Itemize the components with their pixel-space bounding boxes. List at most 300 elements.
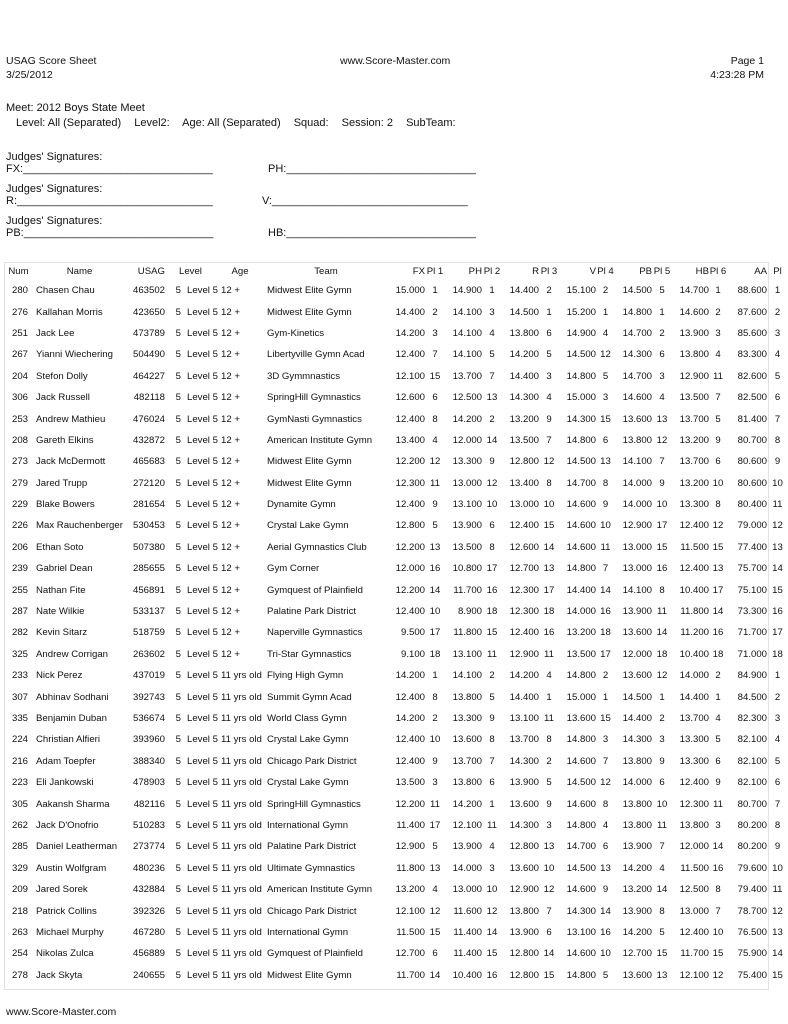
table-cell: 13.400	[509, 477, 539, 489]
table-cell: 2	[546, 285, 552, 297]
table-cell: 12.200	[395, 798, 425, 810]
table-cell: 7	[489, 370, 495, 382]
table-cell: 12.400	[679, 563, 709, 575]
table-cell: 9	[774, 841, 781, 853]
table-cell: 13.000	[509, 499, 539, 511]
table-cell: 83.300	[737, 349, 767, 361]
table-cell: 84.500	[737, 691, 767, 703]
table-cell: 15.200	[566, 306, 596, 318]
table-cell: 10.400	[679, 648, 709, 660]
table-cell: Jack Russell	[36, 392, 90, 404]
table-cell: 5	[602, 370, 609, 382]
table-cell: 4	[546, 392, 552, 404]
table-cell: Level 5	[187, 969, 218, 981]
table-row	[5, 729, 788, 750]
table-cell: 13.000	[452, 477, 482, 489]
table-cell: 18	[429, 648, 441, 660]
table-cell: 14.800	[566, 734, 596, 746]
table-cell: 14.100	[452, 306, 482, 318]
table-cell: 13.800	[509, 327, 539, 339]
table-cell: 15	[600, 413, 611, 425]
table-cell: 478903	[132, 777, 165, 789]
table-cell: 10	[712, 477, 724, 489]
table-cell: Andrew Mathieu	[36, 413, 106, 425]
table-cell: Austin Wolfgram	[36, 862, 107, 874]
table-cell: 5	[175, 349, 181, 361]
table-cell: 7	[715, 392, 721, 404]
table-cell: 12.000	[622, 648, 652, 660]
table-cell: 392743	[132, 691, 165, 703]
table-cell: 5	[175, 648, 181, 660]
table-cell: 13.100	[452, 499, 482, 511]
table-cell: 307	[11, 691, 28, 703]
table-cell: Level 5	[187, 734, 218, 746]
table-cell: 7	[774, 413, 781, 425]
table-cell: 11.500	[680, 541, 709, 553]
table-cell: 14	[429, 584, 441, 596]
table-row	[5, 900, 788, 921]
table-row	[5, 579, 788, 600]
table-cell: Max Rauchenberger	[36, 520, 123, 532]
table-cell: 13.300	[679, 734, 709, 746]
table-cell: 7	[659, 456, 665, 468]
table-cell: 81.400	[737, 413, 767, 425]
table-cell: 14.600	[679, 306, 709, 318]
table-cell: 536674	[132, 713, 165, 724]
table-cell: 14.100	[622, 584, 652, 596]
table-cell: 85.600	[737, 327, 767, 339]
table-cell: 3	[715, 327, 721, 339]
table-cell: GymNasti Gymnastics	[267, 413, 362, 425]
table-cell: 5	[175, 285, 181, 297]
table-cell: 7	[715, 905, 721, 917]
table-cell: 75.900	[737, 948, 767, 960]
table-cell: 13.300	[679, 499, 709, 511]
table-cell: 15	[429, 926, 441, 938]
table-cell: 14.700	[622, 370, 652, 382]
table-cell: 3	[774, 327, 781, 339]
table-cell: 4	[715, 349, 721, 361]
table-cell: 226	[11, 520, 28, 532]
table-cell: 14.200	[395, 713, 425, 724]
table-cell: 12 +	[221, 285, 240, 297]
table-cell: 1	[546, 691, 552, 703]
table-cell: 465683	[132, 456, 165, 468]
table-cell: Level 5	[187, 755, 218, 767]
table-cell: 1	[602, 691, 609, 703]
table-cell: 14.300	[566, 905, 596, 917]
table-cell: Level 5	[187, 905, 218, 917]
table-cell: 5	[489, 349, 495, 361]
table-cell: 14.700	[622, 327, 652, 339]
footer-site: www.Score-Master.com	[6, 1006, 117, 1018]
table-cell: Jack D'Onofrio	[36, 819, 99, 831]
table-cell: 14.700	[679, 285, 709, 297]
table-cell: 10	[656, 499, 668, 511]
table-cell: 6	[715, 456, 721, 468]
table-cell: 5	[175, 777, 181, 789]
table-cell: 12.700	[622, 948, 652, 960]
table-cell: 12.400	[395, 606, 425, 618]
table-cell: 15	[712, 948, 724, 960]
table-cell: 251	[11, 327, 28, 339]
table-cell: 12	[543, 884, 555, 896]
table-cell: 13.400	[395, 434, 425, 446]
table-cell: 12.800	[395, 520, 425, 532]
table-cell: 14.200	[395, 670, 425, 682]
table-cell: 82.300	[737, 713, 767, 724]
table-row	[5, 280, 788, 301]
table-cell: 432872	[132, 434, 165, 446]
table-cell: Summit Gymn Acad	[267, 691, 352, 703]
table-cell: 8	[432, 691, 438, 703]
table-cell: 11.400	[396, 819, 425, 831]
signature-v: V:________________________________	[262, 195, 468, 207]
table-cell: 5	[175, 584, 181, 596]
table-cell: 14.300	[622, 349, 652, 361]
table-cell: 11 yrs old	[221, 777, 262, 789]
table-cell: 7	[602, 563, 609, 575]
table-cell: 5	[175, 798, 181, 810]
table-cell: International Gymn	[267, 819, 349, 831]
page-number: Page 1	[730, 55, 764, 67]
table-cell: 463502	[132, 285, 165, 297]
table-cell: 14.700	[566, 477, 596, 489]
table-cell: 11.700	[396, 969, 425, 981]
table-row	[5, 686, 788, 707]
table-cell: 13.200	[509, 413, 539, 425]
table-cell: 12.200	[395, 584, 425, 596]
table-cell: 14.300	[509, 392, 539, 404]
table-body	[5, 280, 788, 986]
table-cell: 13.800	[679, 819, 709, 831]
table-cell: 13.600	[509, 798, 539, 810]
table-cell: 18	[656, 648, 668, 660]
table-row	[5, 622, 788, 643]
table-cell: 480236	[132, 862, 165, 874]
table-cell: 208	[11, 434, 28, 446]
table-cell: 285	[11, 841, 28, 853]
table-cell: 14.400	[509, 370, 539, 382]
table-cell: 13.300	[452, 456, 482, 468]
table-cell: 8	[489, 734, 495, 746]
table-cell: 12.300	[395, 477, 425, 489]
table-cell: Level 5	[187, 306, 218, 318]
column-header: Team	[314, 266, 338, 277]
signature-line-r-v	[6, 183, 468, 207]
table-cell: Gymquest of Plainfield	[267, 948, 363, 960]
table-cell: Level 5	[187, 520, 218, 532]
table-cell: 12 +	[221, 499, 240, 511]
table-cell: International Gymn	[267, 926, 349, 938]
table-cell: American Institute Gymn	[267, 434, 373, 446]
table-cell: 5	[175, 969, 181, 981]
table-row	[5, 515, 788, 536]
table-cell: 13	[656, 969, 668, 981]
table-cell: 12.900	[509, 884, 539, 896]
table-cell: 8	[774, 819, 781, 831]
table-cell: 18	[600, 627, 611, 639]
table-row	[5, 601, 788, 622]
table-cell: 504490	[132, 349, 165, 361]
table-cell: 14.800	[566, 819, 596, 831]
table-cell: 13.700	[509, 734, 539, 746]
table-row	[5, 943, 788, 964]
signature-line-fx-ph	[6, 151, 476, 175]
table-row	[5, 922, 788, 943]
table-cell: Nikolas Zulca	[36, 948, 94, 960]
meet-info	[6, 101, 466, 131]
table-cell: Crystal Lake Gymn	[267, 520, 349, 532]
table-cell: 15	[712, 541, 724, 553]
table-cell: 5	[175, 563, 181, 575]
meet-level2: Level2:	[134, 117, 170, 129]
meet-filters	[6, 116, 466, 131]
table-cell: 12.800	[509, 969, 539, 981]
column-header: Age	[231, 266, 249, 277]
table-cell: 15	[486, 627, 498, 639]
table-cell: Level 5	[187, 862, 218, 874]
score-table-frame	[4, 262, 783, 990]
table-cell: 14.600	[622, 392, 652, 404]
table-row	[5, 537, 788, 558]
table-cell: 82.500	[737, 392, 767, 404]
table-cell: 14.600	[566, 884, 596, 896]
table-cell: 206	[11, 541, 28, 553]
table-cell: 5	[659, 285, 665, 297]
table-row	[5, 473, 788, 494]
table-cell: 12.300	[509, 584, 539, 596]
signature-ph: PH:_______________________________	[268, 163, 476, 175]
table-cell: 530453	[132, 520, 165, 532]
table-cell: 11 yrs old	[221, 819, 262, 831]
table-cell: 1	[659, 306, 665, 318]
table-cell: 239	[11, 563, 28, 575]
table-cell: 11	[657, 606, 667, 618]
table-cell: Adam Toepfer	[36, 755, 96, 767]
table-cell: 15	[600, 713, 611, 724]
table-cell: 12.900	[679, 370, 709, 382]
table-cell: 77.400	[737, 541, 767, 553]
table-cell: 11	[600, 541, 611, 553]
table-cell: 5	[175, 819, 181, 831]
table-cell: 13	[543, 563, 555, 575]
table-row	[5, 965, 788, 986]
table-cell: Aerial Gymnastics Club	[267, 541, 367, 553]
table-cell: 2	[659, 713, 665, 724]
table-cell: 10	[772, 862, 783, 874]
table-cell: 10	[600, 520, 611, 532]
table-cell: 13.600	[566, 713, 596, 724]
table-cell: 15.000	[566, 392, 596, 404]
table-row	[5, 815, 788, 836]
table-cell: 10.800	[452, 563, 482, 575]
table-cell: 12.800	[509, 841, 539, 853]
table-cell: 2	[602, 285, 609, 297]
table-cell: 10	[543, 499, 555, 511]
table-cell: 13.800	[622, 798, 652, 810]
table-cell: SpringHill Gymnastics	[267, 798, 361, 810]
table-cell: Level 5	[187, 926, 218, 938]
table-cell: 13.500	[395, 777, 425, 789]
table-cell: Kallahan Morris	[36, 306, 103, 318]
signature-r: Judges' Signatures: R:________________________________	[6, 183, 213, 207]
table-row	[5, 451, 788, 472]
table-cell: 71.000	[737, 648, 767, 660]
table-cell: 12.400	[509, 520, 539, 532]
table-cell: 306	[11, 392, 28, 404]
table-cell: 12.400	[395, 691, 425, 703]
table-cell: 11 yrs old	[221, 798, 262, 810]
table-cell: 12.100	[395, 905, 425, 917]
table-cell: 13.600	[509, 862, 539, 874]
table-cell: 13.800	[622, 755, 652, 767]
column-header: R	[532, 266, 539, 277]
table-cell: 11.600	[453, 905, 482, 917]
table-cell: Level 5	[187, 413, 218, 425]
table-cell: 4	[659, 862, 665, 874]
table-cell: 3	[546, 370, 552, 382]
table-cell: 4	[489, 841, 495, 853]
table-cell: 388340	[132, 755, 165, 767]
table-cell: Jared Sorek	[36, 884, 88, 896]
table-cell: 12.400	[679, 777, 709, 789]
table-cell: 12.300	[679, 798, 709, 810]
table-cell: 5	[175, 477, 181, 489]
table-cell: 13.600	[622, 627, 652, 639]
table-cell: Level 5	[187, 606, 218, 618]
table-cell: 10	[656, 798, 668, 810]
table-cell: 467280	[132, 926, 165, 938]
table-cell: 6	[546, 327, 552, 339]
table-cell: 75.700	[737, 563, 767, 575]
table-cell: 11 yrs old	[221, 862, 262, 874]
table-cell: Palatine Park District	[267, 606, 357, 618]
table-cell: 14.000	[679, 670, 709, 682]
table-cell: Andrew Corrigan	[36, 648, 108, 660]
table-cell: 14.200	[622, 926, 652, 938]
table-cell: 8	[489, 541, 495, 553]
table-cell: 272120	[132, 477, 165, 489]
table-cell: 2	[546, 755, 552, 767]
meet-squad: Squad:	[293, 117, 329, 129]
signature-line-pb-hb	[6, 215, 476, 239]
table-cell: 12.900	[622, 520, 652, 532]
table-row	[5, 494, 788, 515]
table-cell: 7	[602, 755, 609, 767]
table-cell: 11 yrs old	[221, 884, 262, 896]
table-cell: 80.700	[737, 798, 767, 810]
table-cell: 11	[713, 798, 723, 810]
table-cell: Nate Wilkie	[36, 606, 85, 618]
table-cell: 11.400	[453, 926, 482, 938]
table-cell: 263602	[132, 648, 165, 660]
table-cell: 5	[175, 520, 181, 532]
table-cell: 10	[429, 606, 441, 618]
table-cell: 13	[600, 456, 611, 468]
table-cell: 11 yrs old	[221, 948, 262, 960]
table-cell: 13.700	[452, 755, 482, 767]
table-cell: 12	[429, 456, 441, 468]
table-cell: 15.000	[395, 285, 425, 297]
column-header: Pl	[773, 266, 782, 277]
table-cell: 209	[11, 884, 28, 896]
table-cell: 13.800	[622, 819, 652, 831]
table-cell: 5	[175, 862, 181, 874]
table-cell: 16	[600, 926, 611, 938]
table-cell: Level 5	[187, 648, 218, 660]
table-cell: 17	[656, 520, 668, 532]
table-cell: Yianni Wiechering	[36, 349, 113, 361]
table-cell: 11 yrs old	[221, 734, 262, 746]
table-cell: Level 5	[187, 798, 218, 810]
table-cell: 8	[546, 734, 552, 746]
table-cell: 80.200	[737, 841, 767, 853]
table-cell: 1	[602, 306, 609, 318]
table-cell: 13.800	[509, 905, 539, 917]
table-cell: 13.600	[622, 969, 652, 981]
table-row	[5, 793, 788, 814]
table-cell: 16	[712, 627, 724, 639]
table-cell: 9	[602, 499, 609, 511]
table-cell: 5	[546, 777, 552, 789]
table-cell: 12.000	[452, 434, 482, 446]
table-cell: 5	[175, 370, 181, 382]
table-cell: 12 +	[221, 477, 240, 489]
table-cell: 456889	[132, 948, 165, 960]
table-cell: 12.100	[679, 969, 709, 981]
table-cell: SpringHill Gymnastics	[267, 392, 361, 404]
table-cell: 6	[774, 392, 781, 404]
table-cell: 7	[546, 905, 552, 917]
table-cell: 71.700	[737, 627, 767, 639]
table-cell: 11.800	[396, 862, 425, 874]
table-cell: 88.600	[737, 285, 767, 297]
table-cell: 3	[659, 734, 665, 746]
table-cell: 6	[659, 349, 665, 361]
table-cell: 3D Gymmnastics	[267, 370, 341, 382]
table-cell: 14.100	[452, 670, 482, 682]
table-cell: 6	[432, 948, 438, 960]
table-cell: 11 yrs old	[221, 926, 262, 938]
table-cell: 229	[11, 499, 28, 511]
table-cell: 14.900	[452, 285, 482, 297]
table-cell: 4	[602, 327, 609, 339]
table-cell: Jack Lee	[36, 327, 75, 339]
table-cell: 18	[543, 606, 555, 618]
table-cell: Midwest Elite Gymn	[267, 969, 352, 981]
table-cell: 3	[602, 392, 609, 404]
table-cell: 12.400	[679, 926, 709, 938]
table-cell: 1	[774, 670, 781, 682]
table-cell: Kevin Sitarz	[36, 627, 88, 639]
table-row	[5, 430, 788, 451]
table-cell: Crystal Lake Gymn	[267, 734, 349, 746]
table-cell: Christian Alfieri	[36, 734, 100, 746]
table-cell: 11.700	[680, 948, 709, 960]
table-cell: 7	[774, 798, 781, 810]
table-cell: Level 5	[187, 948, 218, 960]
table-cell: 5	[175, 499, 181, 511]
table-header-row	[5, 263, 788, 280]
table-cell: 12	[712, 520, 724, 532]
table-cell: 8	[602, 477, 609, 489]
table-cell: 8	[432, 413, 438, 425]
table-cell: 14.100	[622, 456, 652, 468]
table-cell: 5	[175, 392, 181, 404]
table-cell: Midwest Elite Gymn	[267, 306, 352, 318]
table-cell: Level 5	[187, 819, 218, 831]
